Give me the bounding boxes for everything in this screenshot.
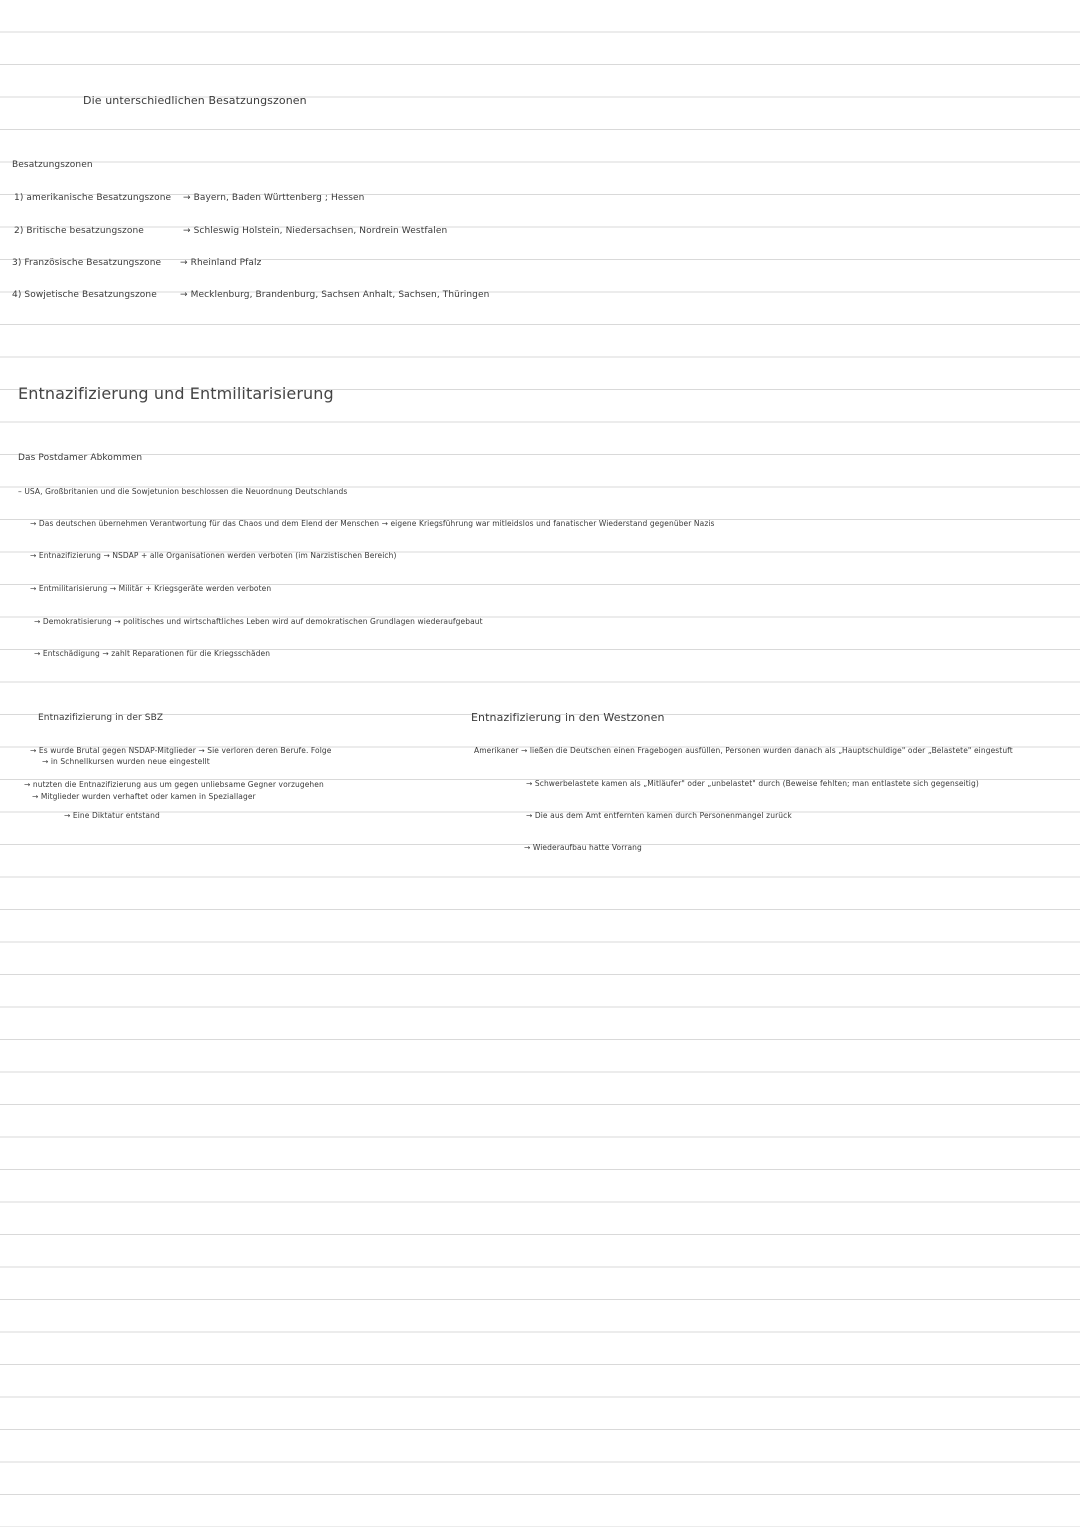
zones-heading: Besatzungszonen: [12, 160, 93, 170]
sbz-heading: Entnazifizierung in der SBZ: [38, 713, 164, 723]
zone-label-3: 3) Französische Besatzungszone: [12, 258, 162, 268]
potsdam-point-2: → Entnazifizierung → NSDAP + alle Organisationen werden verboten (im Narzistischen Bereich): [30, 551, 397, 560]
zone-label-2: 2) Britische besatzungszone: [14, 226, 144, 236]
sbz-line-5: → Eine Diktatur entstand: [64, 811, 160, 820]
zone-states-1: → Bayern, Baden Württenberg ; Hessen: [183, 193, 365, 203]
zone-label-4: 4) Sowjetische Besatzungszone: [12, 290, 157, 300]
potsdam-point-4: → Demokratisierung → politisches und wirtschaftliches Leben wird auf demokratischen Grundlagen wiederaufgebaut: [34, 617, 483, 626]
sbz-line-4: → Mitglieder wurden verhaftet oder kamen in Speziallager: [32, 792, 256, 801]
zone-states-4: → Mecklenburg, Brandenburg, Sachsen Anhalt, Sachsen, Thüringen: [180, 290, 490, 300]
sbz-line-3: → nutzten die Entnazifizierung aus um gegen unliebsame Gegner vorzugehen: [24, 780, 324, 789]
potsdam-point-3: → Entmilitarisierung → Militär + Kriegsgeräte werden verboten: [30, 584, 272, 593]
section-heading-entnazifizierung: Entnazifizierung und Entmilitarisierung: [18, 384, 334, 403]
sbz-line-2: → in Schnellkursen wurden neue eingestellt: [42, 757, 210, 766]
zone-states-2: → Schleswig Holstein, Niedersachsen, Nordrein Westfalen: [183, 226, 448, 236]
west-line-3: → Die aus dem Amt entfernten kamen durch Personenmangel zurück: [526, 811, 792, 820]
page-title: Die unterschiedlichen Besatzungszonen: [83, 94, 307, 107]
west-heading: Entnazifizierung in den Westzonen: [471, 711, 665, 724]
zone-states-3: → Rheinland Pfalz: [180, 258, 262, 268]
potsdam-point-1: → Das deutschen übernehmen Verantwortung für das Chaos und dem Elend der Menschen → eigene Kriegsführung war mitleidslos und fanatischer Wiederstand gegenüber Nazis: [30, 519, 715, 528]
potsdam-point-5: → Entschädigung → zahlt Reparationen für die Kriegsschäden: [34, 649, 271, 658]
potsdam-heading: Das Postdamer Abkommen: [18, 453, 143, 463]
potsdam-intro: – USA, Großbritanien und die Sowjetunion beschlossen die Neuordnung Deutschlands: [18, 487, 348, 496]
sbz-line-1: → Es wurde Brutal gegen NSDAP-Mitglieder → Sie verloren deren Berufe. Folge: [30, 746, 332, 755]
west-line-4: → Wiederaufbau hatte Vorrang: [524, 843, 642, 852]
west-line-2: → Schwerbelastete kamen als „Mitläufer" oder „unbelastet" durch (Beweise fehlten; man entlastete sich gegenseitig): [526, 779, 979, 788]
zone-label-1: 1) amerikanische Besatzungszone: [14, 193, 172, 203]
west-line-1: Amerikaner → ließen die Deutschen einen Fragebogen ausfüllen, Personen wurden danach als „Hauptschuldige" oder „Belastete" eingestuft: [474, 746, 1013, 755]
